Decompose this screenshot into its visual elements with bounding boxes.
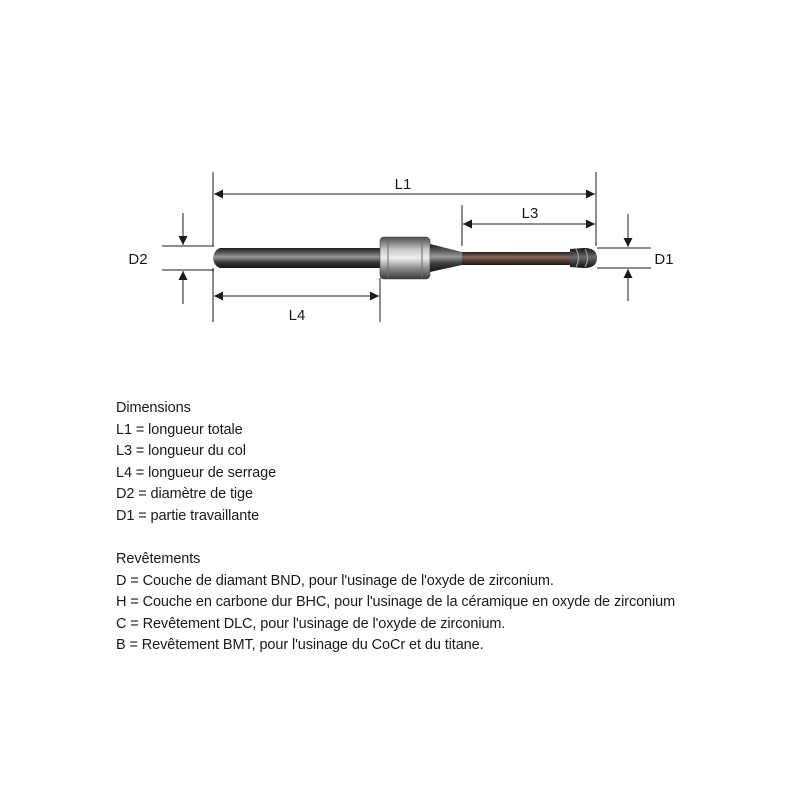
coatings-heading: Revêtements bbox=[116, 551, 201, 567]
milling-tool bbox=[213, 237, 597, 279]
l1-label: L1 bbox=[394, 176, 412, 193]
dimension-item-d1: D1 = partie travaillante bbox=[116, 507, 260, 524]
coating-item-b: B = Revêtement BMT, pour l'usinage du CoCr et du titane. bbox=[116, 637, 484, 654]
coating-item-c: C = Revêtement DLC, pour l'usinage de l'oxyde de zirconium. bbox=[116, 615, 506, 632]
l3-label: L3 bbox=[521, 205, 539, 222]
tool-shank bbox=[213, 248, 382, 268]
coatings-legend bbox=[116, 549, 675, 657]
dimension-item-l4: L4 = longueur de serrage bbox=[116, 464, 277, 481]
dimension-item-l1: L1 = longueur totale bbox=[116, 421, 243, 438]
d1-label: D1 bbox=[654, 251, 674, 268]
d2-label: D2 bbox=[128, 251, 148, 268]
coating-item-d: D = Couche de diamant BND, pour l'usinage de l'oxyde de zirconium. bbox=[116, 572, 554, 589]
dimensions-heading: Dimensions bbox=[116, 400, 191, 416]
tool-ball-tip bbox=[570, 248, 597, 268]
dimension-item-l3: L3 = longueur du col bbox=[116, 443, 246, 460]
tool-dimension-diagram bbox=[0, 0, 800, 360]
dimension-item-d2: D2 = diamètre de tige bbox=[116, 486, 253, 503]
l4-label: L4 bbox=[288, 307, 306, 324]
coating-item-h: H = Couche en carbone dur BHC, pour l'usinage de la céramique en oxyde de zirconium bbox=[116, 594, 676, 611]
tool-taper bbox=[430, 244, 462, 272]
dimensions-legend bbox=[116, 398, 276, 528]
tool-neck bbox=[462, 252, 572, 265]
